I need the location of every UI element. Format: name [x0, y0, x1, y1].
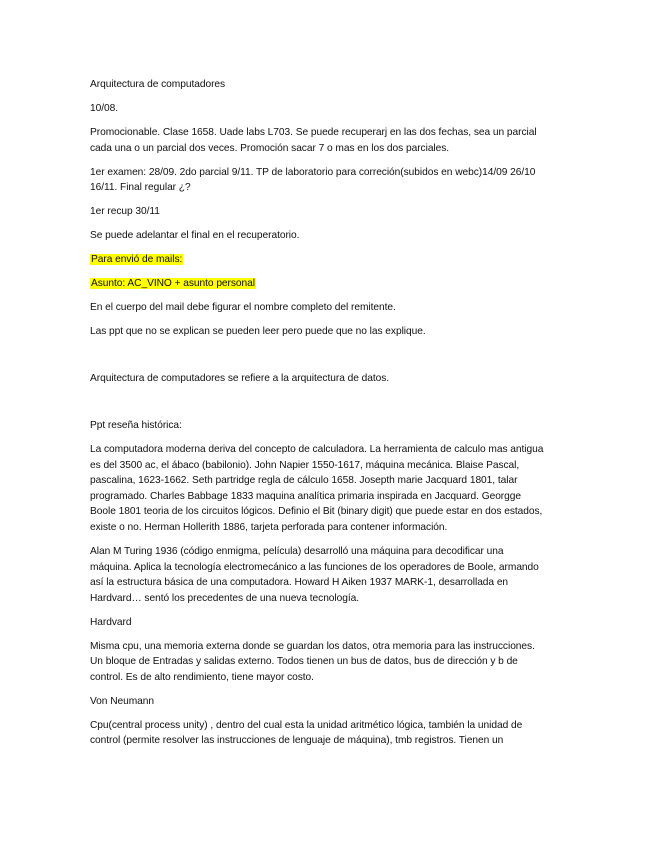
paragraph-examenes: 1er examen: 28/09. 2do parcial 9/11. TP de laboratorio para correción(subidos en webc)14/09 26/10 16/11. Final regular ¿? [90, 166, 536, 194]
paragraph-hardvard: Misma cpu, una memoria externa donde se guardan los datos, otra memoria para las instrucciones. Un bloque de Entradas y salidas externo. Todos tienen un bus de datos, bus de dirección y b de control. Es de alto rendimiento, tiene mayor costo. [90, 640, 535, 683]
date-line: 10/08. [90, 102, 119, 114]
highlight-subject-line: Asunto: AC_VINO + asunto personal [91, 278, 255, 290]
paragraph-arquitectura-datos: Arquitectura de computadores se refiere a la arquitectura de datos. [90, 373, 390, 385]
paragraph-final: Se puede adelantar el final en el recuperatorio. [90, 230, 300, 242]
document-title: Arquitectura de computadores [90, 79, 226, 90]
paragraph-historia-calculadora: La computadora moderna deriva del concepto de calculadora. La herramienta de calculo mas antigua es del 3500 ac, el ábaco (babilonio). John Napier 1550-1617, máquina mecánica. Blaise Pascal, pascalina, 1623-1662. Seth partridge regla de cálculo 1658. Josepth marie Jacquard 1801, talar programado. Charles Babbage 1833 maquina analítica primaria inspirada en Jacquard. Georgge Boole 1801 teoria de los circuitos lógicos. Definio el Bit (binary digit) que puede estar en dos estados, existe o no. Herman Hollerith 1886, tarjeta perforada para contener información. [90, 444, 544, 533]
section-heading-hardvard: Hardvard [90, 616, 132, 628]
paragraph-promocion: Promocionable. Clase 1658. Uade labs L703. Se puede recuperarj en las dos fechas, sea un parcial cada una o un parcial dos veces. Promoción sacar 7 o mas en los dos parciales. [90, 126, 537, 154]
blank-line [90, 395, 545, 418]
highlighted-mail-heading [90, 252, 545, 268]
paragraph-ppt: Las ppt que no se explican se pueden leer pero puede que no las explique. [90, 326, 426, 338]
section-heading-von-neumann: Von Neumann [90, 695, 155, 707]
section-heading-ppt-resena: Ppt reseña histórica: [90, 420, 182, 432]
highlighted-subject-line [90, 276, 545, 292]
blank-line [90, 348, 545, 371]
highlight-mail-heading: Para envió de mails: [91, 254, 183, 266]
paragraph-von-neumann: Cpu(central process unity) , dentro del cual esta la unidad aritmético lógica, también la unidad de control (permite resolver las instrucciones de lenguaje de máquina), tmb registros. Tienen un [90, 719, 523, 747]
document-body [90, 77, 545, 757]
paragraph-cuerpo-mail: En el cuerpo del mail debe figurar el nombre completo del remitente. [90, 302, 396, 314]
paragraph-recuperatorio: 1er recup 30/11 [90, 206, 160, 218]
paragraph-turing-aiken: Alan M Turing 1936 (código enmigma, película) desarrolló una máquina para decodificar una máquina. Aplica la tecnología electromecánico a las funciones de los operadores de Boole, armando así la estructura básica de una computadora. Howard H Aiken 1937 MARK-1, desarrollada en Hardvard… sentó los precedentes de una nueva tecnología. [90, 545, 539, 604]
